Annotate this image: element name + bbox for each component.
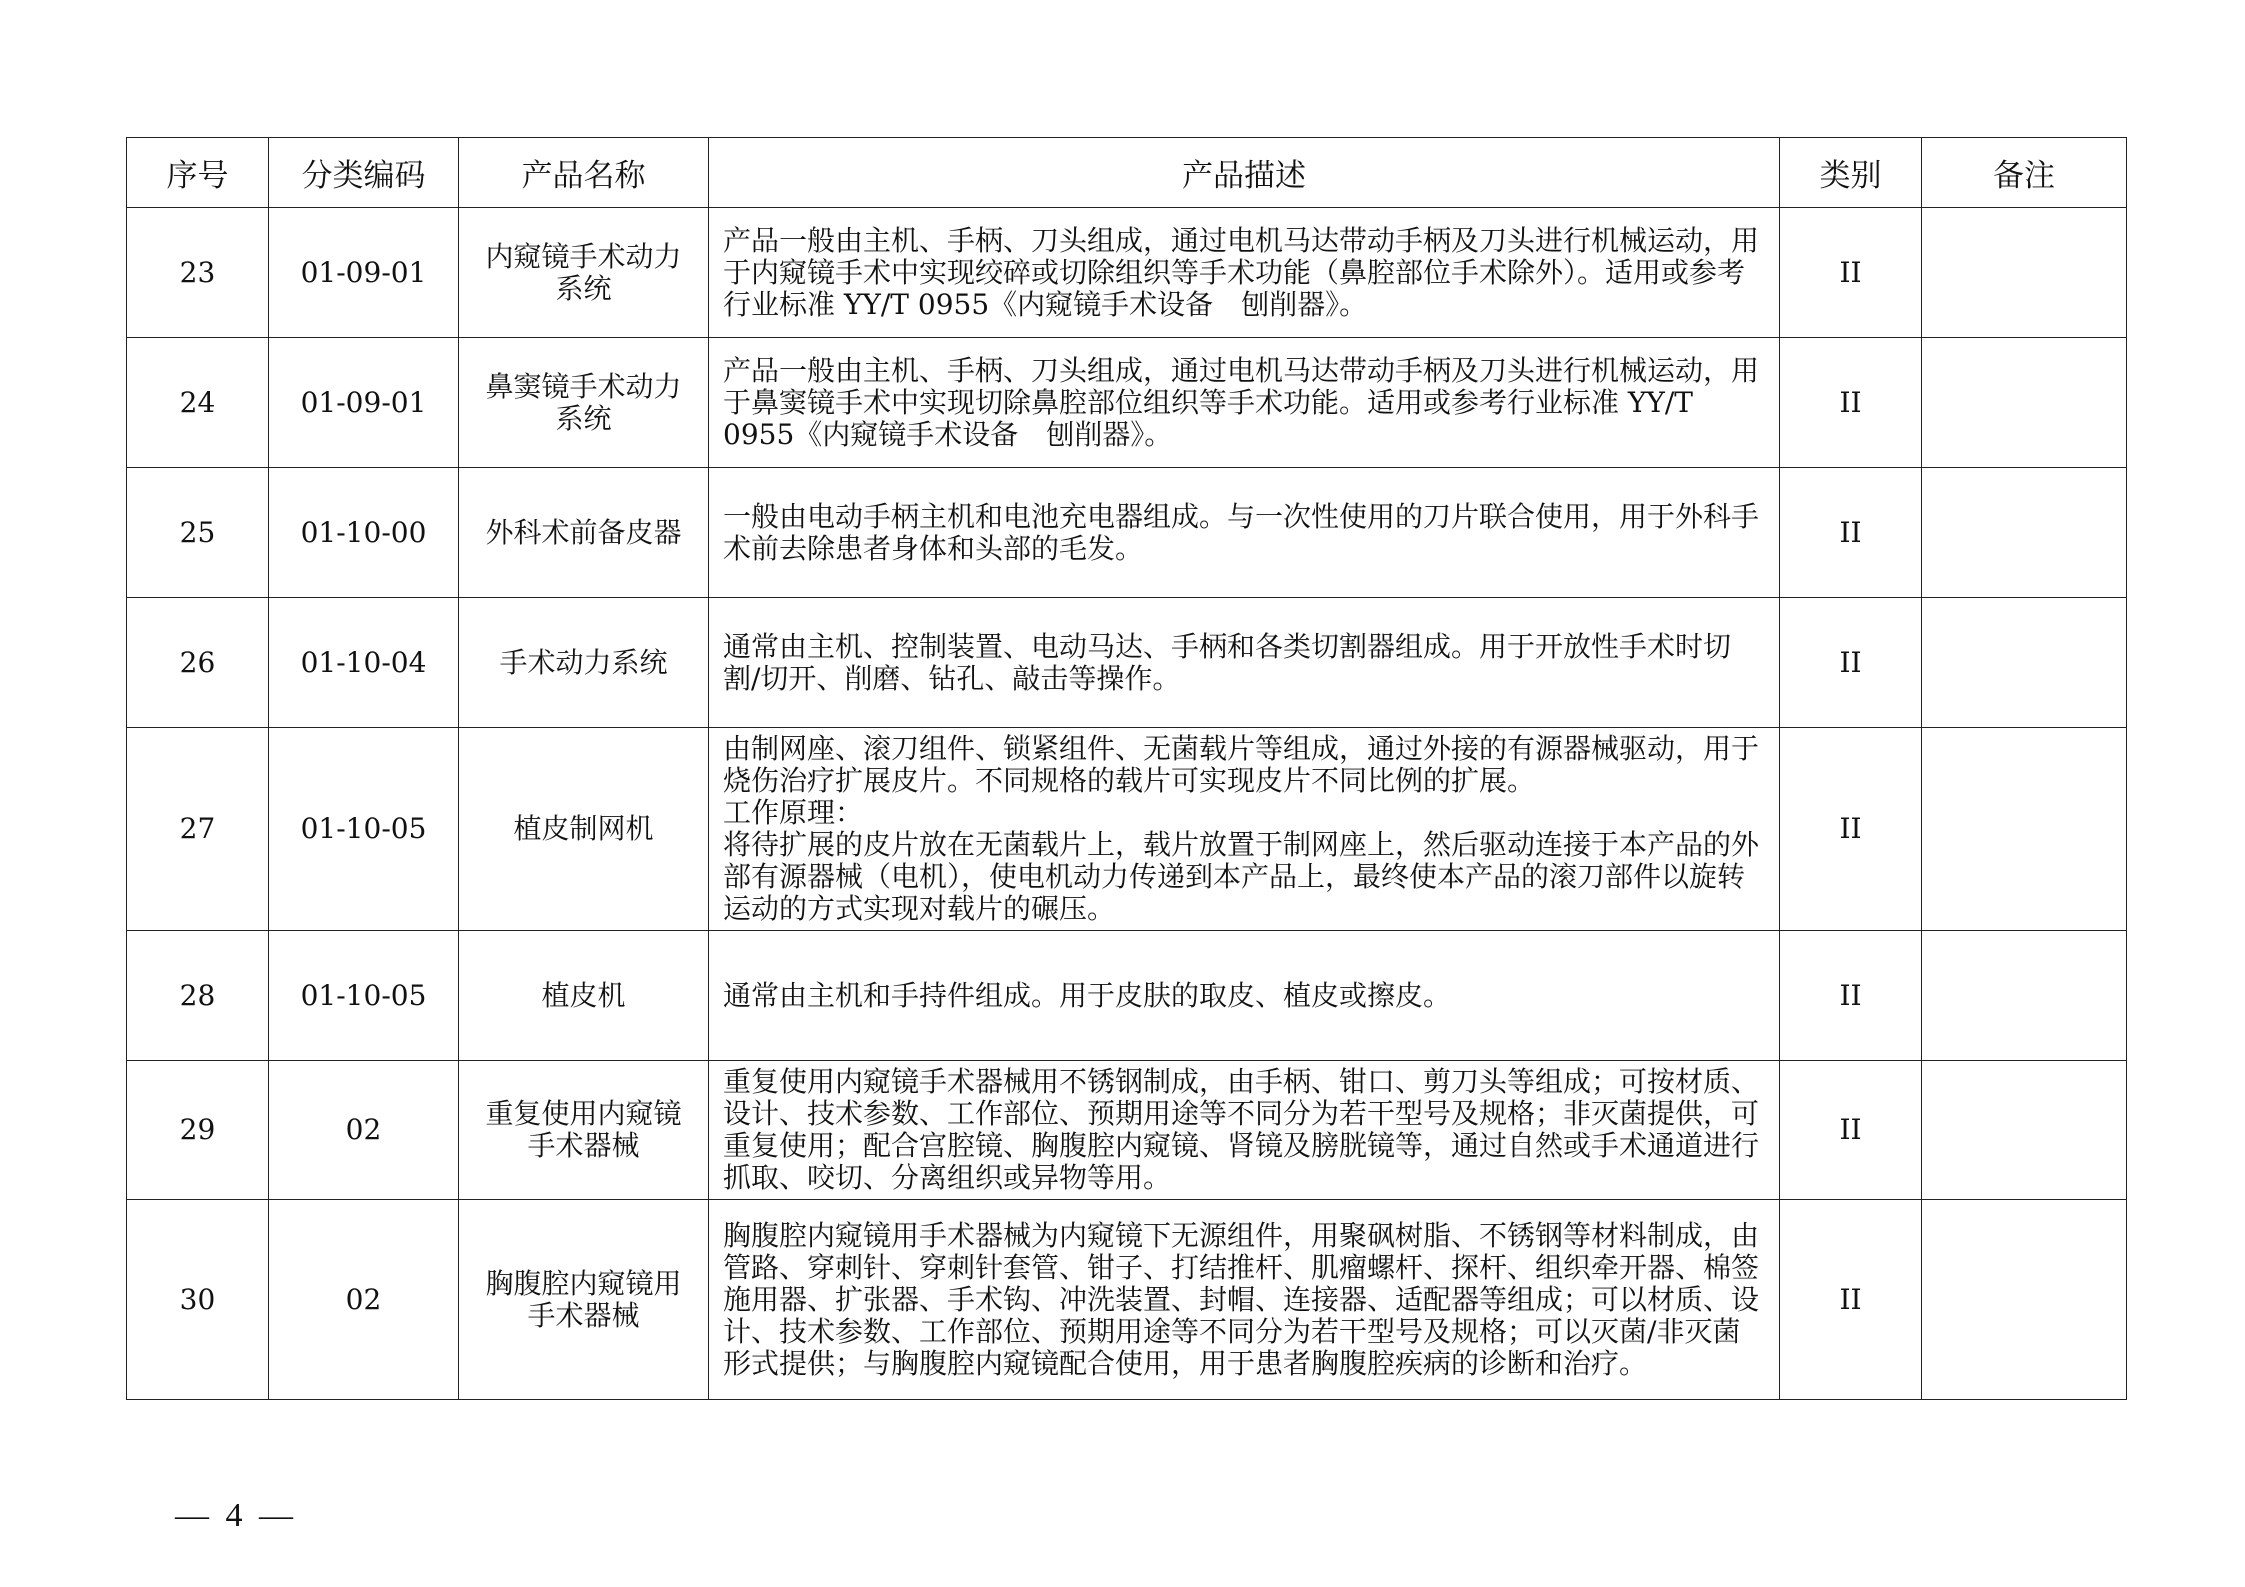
cell-category-code: 01-10-04: [269, 598, 459, 728]
table-row: [127, 338, 2127, 468]
cell-product-description: 产品一般由主机、手柄、刀头组成，通过电机马达带动手柄及刀头进行机械运动，用于鼻窦镜手术中实现切除鼻腔部位组织等手术功能。适用或参考行业标准 YY/T 0955《内窥镜手术设备 刨削器》。: [709, 338, 1780, 468]
cell-category-code: 02: [269, 1200, 459, 1400]
cell-product-description: 通常由主机、控制装置、电动马达、手柄和各类切割器组成。用于开放性手术时切割/切开、削磨、钻孔、敲击等操作。: [709, 598, 1780, 728]
cell-product-name: 外科术前备皮器: [459, 468, 709, 598]
cell-product-name: 内窥镜手术动力系统: [459, 208, 709, 338]
table-row: [127, 931, 2127, 1061]
header-category-code: 分类编码: [269, 138, 459, 208]
header-remarks: 备注: [1922, 138, 2127, 208]
cell-class: II: [1780, 728, 1922, 931]
cell-class: II: [1780, 598, 1922, 728]
cell-class: II: [1780, 931, 1922, 1061]
header-product-description: 产品描述: [709, 138, 1780, 208]
table-row: [127, 1061, 2127, 1200]
cell-class: II: [1780, 468, 1922, 598]
cell-serial-number: 29: [127, 1061, 269, 1200]
cell-serial-number: 27: [127, 728, 269, 931]
cell-remarks: [1922, 1061, 2127, 1200]
table-row: [127, 468, 2127, 598]
page-number-footer: — 4 —: [175, 1497, 297, 1534]
cell-remarks: [1922, 931, 2127, 1061]
cell-category-code: 02: [269, 1061, 459, 1200]
cell-product-description: 通常由主机和手持件组成。用于皮肤的取皮、植皮或擦皮。: [709, 931, 1780, 1061]
cell-category-code: 01-09-01: [269, 338, 459, 468]
table-header-row: [127, 138, 2127, 208]
cell-product-name: 鼻窦镜手术动力系统: [459, 338, 709, 468]
cell-product-description: 胸腹腔内窥镜用手术器械为内窥镜下无源组件，用聚砜树脂、不锈钢等材料制成，由管路、穿刺针、穿刺针套管、钳子、打结推杆、肌瘤螺杆、探杆、组织牵开器、棉签施用器、扩张器、手术钩、冲洗装置、封帽、连接器、适配器等组成；可以材质、设计、技术参数、工作部位、预期用途等不同分为若干型号及规格；可以灭菌/非灭菌形式提供；与胸腹腔内窥镜配合使用，用于患者胸腹腔疾病的诊断和治疗。: [709, 1200, 1780, 1400]
cell-remarks: [1922, 208, 2127, 338]
cell-product-name: 手术动力系统: [459, 598, 709, 728]
table-row: [127, 728, 2127, 931]
header-serial-number: 序号: [127, 138, 269, 208]
product-classification-table: [126, 137, 2127, 1400]
cell-product-name: 重复使用内窥镜手术器械: [459, 1061, 709, 1200]
cell-remarks: [1922, 598, 2127, 728]
cell-class: II: [1780, 1061, 1922, 1200]
cell-serial-number: 25: [127, 468, 269, 598]
header-class: 类别: [1780, 138, 1922, 208]
header-product-name: 产品名称: [459, 138, 709, 208]
cell-remarks: [1922, 468, 2127, 598]
cell-category-code: 01-09-01: [269, 208, 459, 338]
table-row: [127, 1200, 2127, 1400]
cell-product-description: 一般由电动手柄主机和电池充电器组成。与一次性使用的刀片联合使用，用于外科手术前去除患者身体和头部的毛发。: [709, 468, 1780, 598]
cell-serial-number: 28: [127, 931, 269, 1061]
cell-product-name: 胸腹腔内窥镜用手术器械: [459, 1200, 709, 1400]
cell-serial-number: 23: [127, 208, 269, 338]
cell-category-code: 01-10-05: [269, 931, 459, 1061]
cell-class: II: [1780, 208, 1922, 338]
cell-serial-number: 30: [127, 1200, 269, 1400]
cell-remarks: [1922, 1200, 2127, 1400]
cell-class: II: [1780, 1200, 1922, 1400]
cell-product-description: 由制网座、滚刀组件、锁紧组件、无菌载片等组成，通过外接的有源器械驱动，用于烧伤治疗扩展皮片。不同规格的载片可实现皮片不同比例的扩展。 工作原理： 将待扩展的皮片放在无菌载片上，载片放置于制网座上，然后驱动连接于本产品的外部有源器械（电机），使电机动力传递到本产品上，最终使本产品的滚刀部件以旋转运动的方式实现对载片的碾压。: [709, 728, 1780, 931]
table-row: [127, 598, 2127, 728]
table-row: [127, 208, 2127, 338]
cell-category-code: 01-10-00: [269, 468, 459, 598]
cell-product-name: 植皮机: [459, 931, 709, 1061]
cell-category-code: 01-10-05: [269, 728, 459, 931]
cell-serial-number: 26: [127, 598, 269, 728]
cell-product-description: 产品一般由主机、手柄、刀头组成，通过电机马达带动手柄及刀头进行机械运动，用于内窥镜手术中实现绞碎或切除组织等手术功能（鼻腔部位手术除外）。适用或参考行业标准 YY/T 0955《内窥镜手术设备 刨削器》。: [709, 208, 1780, 338]
cell-product-name: 植皮制网机: [459, 728, 709, 931]
cell-remarks: [1922, 338, 2127, 468]
cell-serial-number: 24: [127, 338, 269, 468]
cell-class: II: [1780, 338, 1922, 468]
cell-product-description: 重复使用内窥镜手术器械用不锈钢制成，由手柄、钳口、剪刀头等组成；可按材质、设计、技术参数、工作部位、预期用途等不同分为若干型号及规格；非灭菌提供，可重复使用；配合宫腔镜、胸腹腔内窥镜、肾镜及膀胱镜等，通过自然或手术通道进行抓取、咬切、分离组织或异物等用。: [709, 1061, 1780, 1200]
cell-remarks: [1922, 728, 2127, 931]
